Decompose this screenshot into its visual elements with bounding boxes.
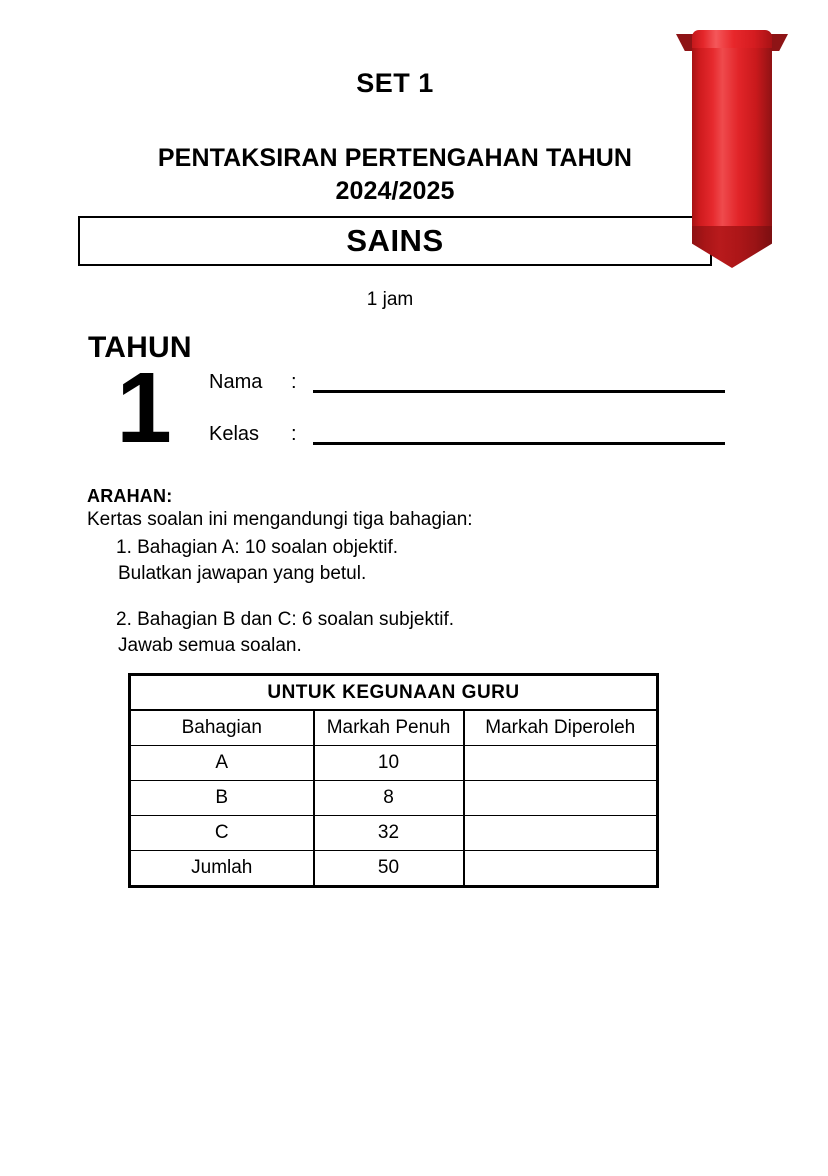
ribbon-label [653, 48, 795, 228]
exam-title-line2: 2024/2025 [335, 177, 455, 205]
subject-name: SAINS [346, 223, 444, 258]
table-title-row [130, 675, 658, 711]
arahan-item [87, 535, 647, 587]
table-row [130, 816, 658, 851]
table-header-row [130, 710, 658, 746]
table-row [130, 746, 658, 781]
cell-markah-penuh: 50 [314, 851, 464, 887]
kelas-input-line[interactable] [313, 422, 725, 445]
kelas-label: Kelas [209, 423, 260, 445]
nama-field [209, 367, 725, 393]
cell-markah-diperoleh[interactable] [464, 781, 658, 816]
cell-bahagian: C [130, 816, 314, 851]
column-header-markah-diperoleh: Markah Diperoleh [464, 710, 658, 746]
cell-markah-penuh: 8 [314, 781, 464, 816]
cell-markah-penuh: 10 [314, 746, 464, 781]
nama-label: Nama [209, 371, 263, 393]
arahan-item-line-b: Jawab semua soalan. [118, 635, 302, 656]
ribbon-url-text: WWW.TESTPAPER.COM.MY [784, 75, 795, 201]
exam-duration: 1 jam [366, 289, 414, 310]
arahan-item-line-a: 1. Bahagian A: 10 soalan objektif. [116, 537, 399, 558]
column-header-markah-penuh: Markah Penuh [314, 710, 464, 746]
cell-markah-diperoleh[interactable] [464, 851, 658, 887]
set-title: SET 1 [356, 68, 434, 98]
arahan-intro: Kertas soalan ini mengandungi tiga bahagian: [87, 509, 473, 530]
cell-markah-diperoleh[interactable] [464, 816, 658, 851]
teacher-marks-table [128, 673, 659, 888]
arahan-item-line-a: 2. Bahagian B dan C: 6 soalan subjektif. [116, 609, 455, 630]
cell-markah-penuh: 32 [314, 816, 464, 851]
exam-title-line1: PENTAKSIRAN PERTENGAHAN TAHUN [157, 144, 633, 172]
sample-ribbon [653, 28, 795, 260]
arahan-item-line-b: Bulatkan jawapan yang betul. [118, 563, 367, 584]
kelas-colon: : [291, 423, 297, 445]
table-row [130, 781, 658, 816]
table-row [130, 851, 658, 887]
kelas-field [209, 419, 725, 445]
table-title: UNTUK KEGUNAAN GURU [130, 675, 658, 711]
subject-box [78, 216, 712, 266]
tahun-label: TAHUN [88, 331, 192, 364]
cell-bahagian: Jumlah [130, 851, 314, 887]
arahan-heading: ARAHAN: [87, 486, 173, 506]
ribbon-sample-text: SAMPLE [653, 81, 682, 195]
ribbon-top-fold [692, 30, 772, 50]
nama-colon: : [291, 371, 297, 393]
cell-bahagian: B [130, 781, 314, 816]
arahan-list [87, 535, 647, 659]
cell-bahagian: A [130, 746, 314, 781]
tahun-number: 1 [116, 352, 172, 464]
cell-markah-diperoleh[interactable] [464, 746, 658, 781]
nama-input-line[interactable] [313, 370, 725, 393]
arahan-item [87, 607, 647, 659]
column-header-bahagian: Bahagian [130, 710, 314, 746]
